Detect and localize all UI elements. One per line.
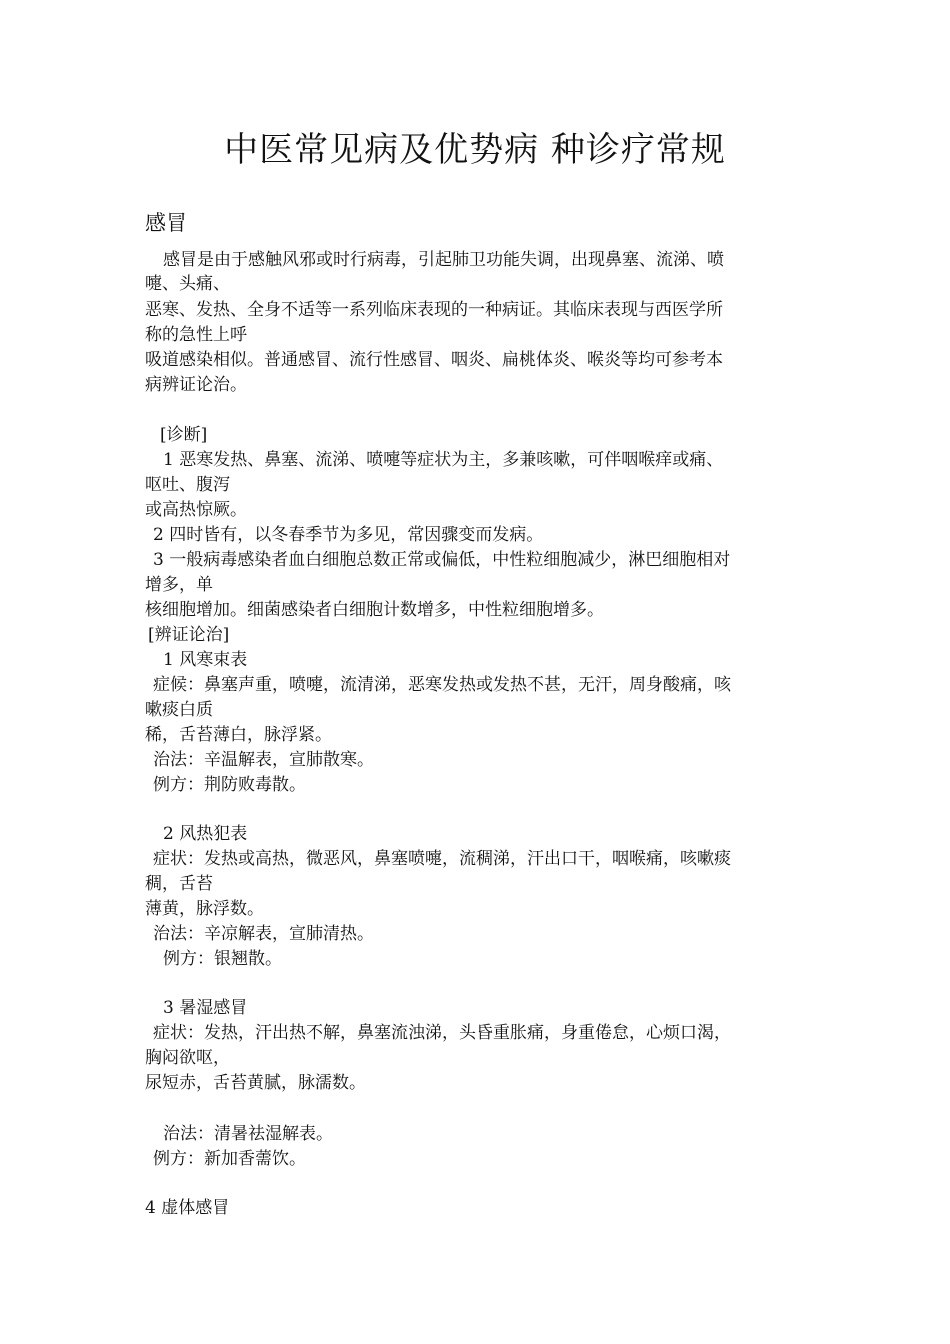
subsection-heading: 1 风寒束表 [163, 650, 248, 670]
section-label-diagnosis: [诊断] [160, 425, 208, 445]
paragraph-line: 称的急性上呼 [145, 325, 247, 345]
subsection-heading: 2 风热犯表 [163, 824, 248, 844]
paragraph-line: 2 四时皆有，以冬春季节为多见，常因骤变而发病。 [153, 525, 544, 545]
paragraph-line: 例方：荆防败毒散。 [153, 775, 306, 795]
paragraph-line: 例方：新加香薷饮。 [153, 1149, 306, 1169]
section-label-treatment: [辨证论治] [148, 625, 230, 645]
paragraph-line: 1 恶寒发热、鼻塞、流涕、喷嚏等症状为主，多兼咳嗽，可伴咽喉痒或痛、 [163, 450, 724, 470]
paragraph-line: 增多，单 [145, 575, 213, 595]
paragraph-line: 薄黄，脉浮数。 [145, 899, 264, 919]
paragraph-line: 例方：银翘散。 [163, 949, 282, 969]
paragraph-line: 恶寒、发热、全身不适等一系列临床表现的一种病证。其临床表现与西医学所 [145, 300, 723, 320]
paragraph-line: 呕吐、腹泻 [145, 475, 230, 495]
paragraph-line: 治法：辛凉解表，宣肺清热。 [153, 924, 374, 944]
paragraph-line: 或高热惊厥。 [145, 500, 247, 520]
paragraph-line: 病辨证论治。 [145, 375, 247, 395]
paragraph-line: 吸道感染相似。普通感冒、流行性感冒、咽炎、扁桃体炎、喉炎等均可参考本 [145, 350, 723, 370]
paragraph-line: 嗽痰白质 [145, 700, 213, 720]
paragraph-line: 尿短赤，舌苔黄腻，脉濡数。 [145, 1073, 366, 1093]
paragraph-line: 稠，舌苔 [145, 874, 213, 894]
paragraph-line: 治法：辛温解表，宣肺散寒。 [153, 750, 374, 770]
section-heading: 感冒 [145, 211, 187, 235]
paragraph-line: 核细胞增加。细菌感染者白细胞计数增多，中性粒细胞增多。 [145, 600, 604, 620]
paragraph-line: 症候：鼻塞声重，喷嚏，流清涕，恶寒发热或发热不甚，无汗，周身酸痛，咳 [153, 675, 731, 695]
paragraph-line: 胸闷欲呕， [145, 1048, 230, 1068]
document-title: 中医常见病及优势病 种诊疗常规 [224, 130, 726, 170]
paragraph-line: 3 一般病毒感染者血白细胞总数正常或偏低，中性粒细胞减少，淋巴细胞相对 [153, 550, 731, 570]
subsection-heading: 4 虚体感冒 [145, 1198, 230, 1218]
paragraph-line: 嚏、头痛、 [145, 274, 230, 294]
paragraph-line: 稀，舌苔薄白，脉浮紧。 [145, 725, 332, 745]
subsection-heading: 3 暑湿感冒 [163, 998, 248, 1018]
paragraph-line: 感冒是由于感触风邪或时行病毒，引起肺卫功能失调，出现鼻塞、流涕、喷 [163, 250, 724, 270]
paragraph-line: 治法：清暑祛湿解表。 [163, 1124, 333, 1144]
paragraph-line: 症状：发热，汗出热不解，鼻塞流浊涕，头昏重胀痛，身重倦怠，心烦口渴， [153, 1023, 731, 1043]
paragraph-line: 症状：发热或高热，微恶风，鼻塞喷嚏，流稠涕，汗出口干，咽喉痛，咳嗽痰 [153, 849, 731, 869]
